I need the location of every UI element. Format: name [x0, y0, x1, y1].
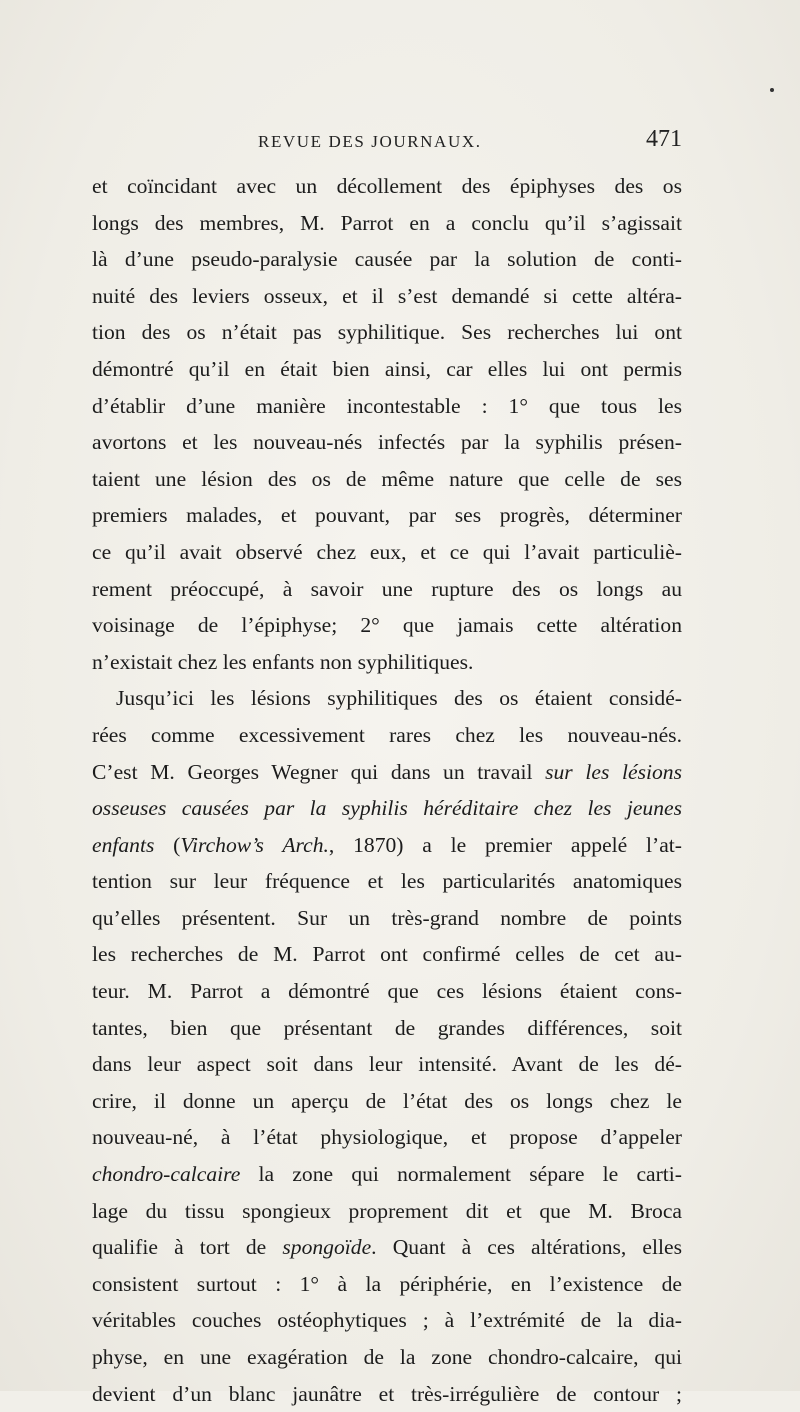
text-line: teur. M. Parrot a démontré que ces lésions étaient cons-: [92, 979, 682, 1004]
text-line: tantes, bien que présentant de grandes différences, soit: [92, 1015, 682, 1040]
text-line: nouveau-né, à l’état physiologique, et propose d’appeler: [92, 1125, 682, 1150]
text-line: tion des os n’était pas syphilitique. Ses recherches lui ont: [92, 320, 682, 345]
italic-term: spongoïde: [282, 1235, 372, 1260]
text-line: et coïncidant avec un décollement des épiphyses des os: [92, 174, 682, 198]
text-line: longs des membres, M. Parrot en a conclu qu’il s’agissait: [92, 210, 682, 235]
text-line: avortons et les nouveau-nés infectés par la syphilis présen-: [92, 430, 682, 455]
text-line: chondro-calcaire la zone qui normalement sépare le carti-: [92, 1162, 682, 1187]
italic-phrase: enfants: [92, 832, 155, 857]
text-line: Jusqu’ici les lésions syphilitiques des os étaient considé-: [116, 686, 682, 711]
text-line: rées comme excessivement rares chez les nouveau-nés.: [92, 722, 682, 747]
text-line: C’est M. Georges Wegner qui dans un travail sur les lésions: [92, 759, 682, 784]
text-line: enfants (Virchow’s Arch., 1870) a le premier appelé l’at-: [92, 832, 682, 857]
text-line: taient une lésion des os de même nature que celle de ses: [92, 466, 682, 491]
text-line: premiers malades, et pouvant, par ses progrès, déterminer: [92, 503, 682, 528]
text-line: devient d’un blanc jaunâtre et très-irrégulière de contour ;: [92, 1381, 682, 1406]
text-line: voisinage de l’épiphyse; 2° que jamais cette altération: [92, 613, 682, 638]
text-line: les recherches de M. Parrot ont confirmé celles de cet au-: [92, 942, 682, 967]
page-number: 471: [646, 126, 682, 152]
italic-citation: Virchow’s Arch.: [180, 832, 329, 857]
text-line: nuité des leviers osseux, et il s’est demandé si cette altéra-: [92, 283, 682, 308]
italic-phrase: osseuses causées par la syphilis héréditaire chez les jeunes: [92, 796, 682, 821]
running-title: REVUE DES JOURNAUX.: [258, 132, 482, 151]
text-line: rement préoccupé, à savoir une rupture des os longs au: [92, 576, 682, 601]
text-line: [92, 790, 682, 827]
ink-speck: [770, 88, 774, 92]
text-line: démontré qu’il en était bien ainsi, car elles lui ont permis: [92, 356, 682, 381]
text-line: dans leur aspect soit dans leur intensité. Avant de les dé-: [92, 1052, 682, 1077]
text-line: n’existait chez les enfants non syphilitiques.: [92, 649, 474, 674]
text-line: qu’elles présentent. Sur un très-grand nombre de points: [92, 905, 682, 930]
running-head: [92, 126, 682, 158]
text-line: qualifie à tort de spongoïde. Quant à ces altérations, elles: [92, 1235, 682, 1260]
text-line: crire, il donne un aperçu de l’état des os longs chez le: [92, 1088, 682, 1113]
text-line: physe, en une exagération de la zone chondro-calcaire, qui: [92, 1345, 682, 1369]
text-line: consistent surtout : 1° à la périphérie, en l’existence de: [92, 1271, 682, 1296]
text-line: lage du tissu spongieux proprement dit et que M. Broca: [92, 1198, 682, 1223]
italic-term: chondro-calcaire: [92, 1162, 241, 1187]
text-line: tention sur leur fréquence et les particularités anatomiques: [92, 869, 682, 894]
body-text: [92, 168, 682, 1412]
italic-phrase: sur les lésions: [545, 759, 682, 784]
text-line: d’établir d’une manière incontestable : 1° que tous les: [92, 393, 682, 418]
text-line: là d’une pseudo-paralysie causée par la solution de conti-: [92, 247, 682, 272]
text-line: véritables couches ostéophytiques ; à l’extrémité de la dia-: [92, 1308, 682, 1333]
text-line: ce qu’il avait observé chez eux, et ce qui l’avait particuliè-: [92, 539, 682, 564]
